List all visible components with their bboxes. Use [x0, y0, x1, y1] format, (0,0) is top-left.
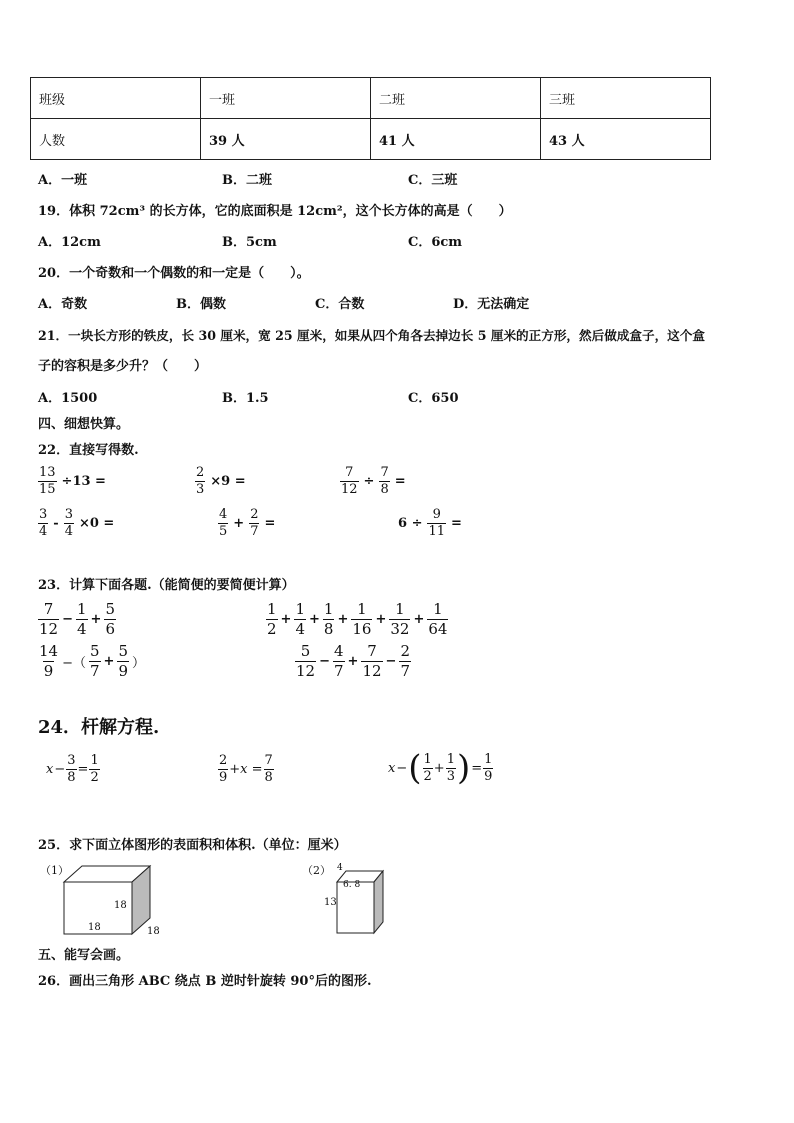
q19-option-c: C．6cm — [408, 235, 463, 250]
dim-label: 18 — [88, 922, 101, 933]
q24-eq-1: x − $\frac{3}{8}$ = $\frac{1}{2}$ — [46, 753, 99, 785]
fraction: $\frac{9}{11}$ — [428, 507, 446, 539]
fraction: $\frac{1}{4}$ — [77, 600, 87, 638]
fraction: $\frac{2}{9}$ — [219, 753, 228, 785]
fraction: $\frac{1}{3}$ — [446, 751, 455, 784]
q23-expr-a: $\frac{7}{12}$ − $\frac{1}{4}$ + $\frac{5}{6}$ — [39, 600, 115, 638]
right-paren: ) — [456, 748, 471, 788]
q21-option-b: B．1.5 — [222, 391, 269, 406]
q19-option-b: B．5cm — [222, 235, 277, 250]
fraction: $\frac{1}{2}$ — [90, 753, 99, 785]
fraction: $\frac{3}{4}$ — [39, 507, 48, 539]
q20-option-c: C．合数 — [315, 297, 365, 312]
fraction: $\frac{1}{16}$ — [352, 600, 372, 638]
q24-title: 24．杆解方程. — [38, 717, 160, 738]
q20-option-d: D．无法确定 — [453, 297, 530, 312]
fraction: $\frac{3}{8}$ — [67, 753, 76, 785]
fraction: $\frac{2}{7}$ — [400, 642, 410, 680]
q22-title: 22．直接写得数. — [38, 443, 139, 458]
q20-option-b: B．偶数 — [176, 297, 226, 312]
q23-expr-d: $\frac{5}{12}$ − $\frac{4}{7}$ + $\frac{7}{12}$ − $\frac{2}{7}$ — [296, 642, 410, 680]
fraction: $\frac{5}{12}$ — [296, 642, 316, 680]
q21-option-c: C．650 — [408, 391, 459, 406]
dim-label: 13 — [324, 897, 337, 908]
fraction: $\frac{7}{8}$ — [380, 465, 389, 497]
fraction: $\frac{7}{12}$ — [341, 465, 358, 497]
fraction: $\frac{4}{7}$ — [334, 642, 344, 680]
fraction: $\frac{14}{9}$ — [39, 642, 59, 680]
left-paren: ( — [408, 748, 422, 788]
table-cell: 41 人 — [371, 119, 541, 160]
fraction: $\frac{3}{4}$ — [64, 507, 73, 539]
fraction: $\frac{7}{12}$ — [362, 642, 382, 680]
fraction: $\frac{2}{3}$ — [196, 465, 205, 497]
q23-title: 23．计算下面各题.（能简便的要简便计算） — [38, 578, 295, 593]
q23-expr-b: $\frac{1}{2}$ + $\frac{1}{4}$ + $\frac{1}{8}$ + $\frac{1}{16}$ + $\frac{1}{32}$ + $\frac{1}{64}$ — [267, 600, 448, 638]
q21-option-a: A．1500 — [38, 391, 98, 406]
fraction: $\frac{2}{7}$ — [250, 507, 259, 539]
fraction: $\frac{1}{9}$ — [484, 751, 493, 784]
prism-figure — [332, 866, 392, 938]
fig1-label: （1） — [40, 864, 69, 877]
q20-text: 20．一个奇数和一个偶数的和一定是（ ）。 — [38, 266, 310, 281]
q19-text: 19．体积 72cm³ 的长方体，它的底面积是 12cm²，这个长方体的高是（ ） — [38, 204, 512, 219]
q19-option-a: A．12cm — [38, 235, 101, 250]
q22-expr-6: 6 ÷ $\frac{9}{11}$ = — [398, 507, 462, 539]
q18-option-c: C．三班 — [408, 173, 458, 188]
q23-expr-c: $\frac{14}{9}$ −（ $\frac{5}{7}$ + $\frac{5}{9}$ ） — [39, 642, 146, 680]
q21-line2: 子的容积是多少升？（ ） — [38, 359, 208, 374]
table-cell: 43 人 — [541, 119, 711, 160]
fraction: $\frac{13}{15}$ — [39, 465, 56, 497]
q22-expr-1: $\frac{13}{15}$ ÷13 = — [39, 465, 106, 497]
fraction: $\frac{1}{4}$ — [295, 600, 305, 638]
fraction: $\frac{5}{6}$ — [105, 600, 115, 638]
fraction: $\frac{5}{9}$ — [118, 642, 128, 680]
q18-option-b: B．二班 — [222, 173, 272, 188]
fraction: $\frac{1}{8}$ — [323, 600, 334, 638]
fraction: $\frac{1}{2}$ — [267, 600, 277, 638]
q22-expr-5: $\frac{4}{5}$ + $\frac{2}{7}$ = — [219, 507, 276, 539]
q22-expr-2: $\frac{2}{3}$ ×9 = — [196, 465, 246, 497]
dim-label: 18 — [147, 926, 160, 937]
table-row — [31, 119, 711, 160]
q22-expr-4: $\frac{3}{4}$ - $\frac{3}{4}$ ×0 = — [39, 507, 115, 539]
fraction: $\frac{7}{8}$ — [264, 753, 273, 785]
fraction: $\frac{4}{5}$ — [219, 507, 228, 539]
dim-label: 6. 8 — [343, 880, 361, 890]
q18-option-a: A．一班 — [38, 173, 88, 188]
q20-option-a: A．奇数 — [38, 297, 88, 312]
class-table — [30, 77, 711, 160]
table-cell: 班级 — [31, 78, 201, 119]
fraction: $\frac{5}{7}$ — [90, 642, 100, 680]
table-cell: 人数 — [31, 119, 201, 160]
fraction: $\frac{1}{64}$ — [428, 600, 448, 638]
table-cell: 二班 — [371, 78, 541, 119]
q22-expr-3: $\frac{7}{12}$ ÷ $\frac{7}{8}$ = — [341, 465, 406, 497]
q24-eq-3: x − ( $\frac{1}{2}$ + $\frac{1}{3}$ ) = $\frac{1}{9}$ — [388, 748, 493, 788]
fraction: $\frac{1}{2}$ — [423, 751, 432, 784]
prism-side-face — [374, 871, 383, 933]
q21-line1: 21．一块长方形的铁皮，长 30 厘米，宽 25 厘米，如果从四个角各去掉边长 5 厘米的正方形，然后做成盒子，这个盒 — [38, 328, 705, 343]
q25-title: 25．求下面立体图形的表面积和体积.（单位：厘米） — [38, 838, 347, 853]
fig2-label: （2） — [302, 864, 331, 877]
fraction: $\frac{1}{32}$ — [390, 600, 410, 638]
fraction: $\frac{7}{12}$ — [39, 600, 59, 638]
q26-text: 26．画出三角形 ABC 绕点 B 逆时针旋转 90°后的图形. — [38, 974, 372, 989]
section4-heading: 四、细想快算。 — [38, 417, 130, 432]
dim-label: 18 — [114, 900, 127, 911]
table-row — [31, 78, 711, 119]
table-cell: 一班 — [201, 78, 371, 119]
table-cell: 三班 — [541, 78, 711, 119]
q24-eq-2: $\frac{2}{9}$ +x = $\frac{7}{8}$ — [219, 753, 273, 785]
section5-heading: 五、能写会画。 — [38, 948, 130, 963]
table-cell: 39 人 — [201, 119, 371, 160]
dim-label: 4 — [337, 863, 343, 873]
